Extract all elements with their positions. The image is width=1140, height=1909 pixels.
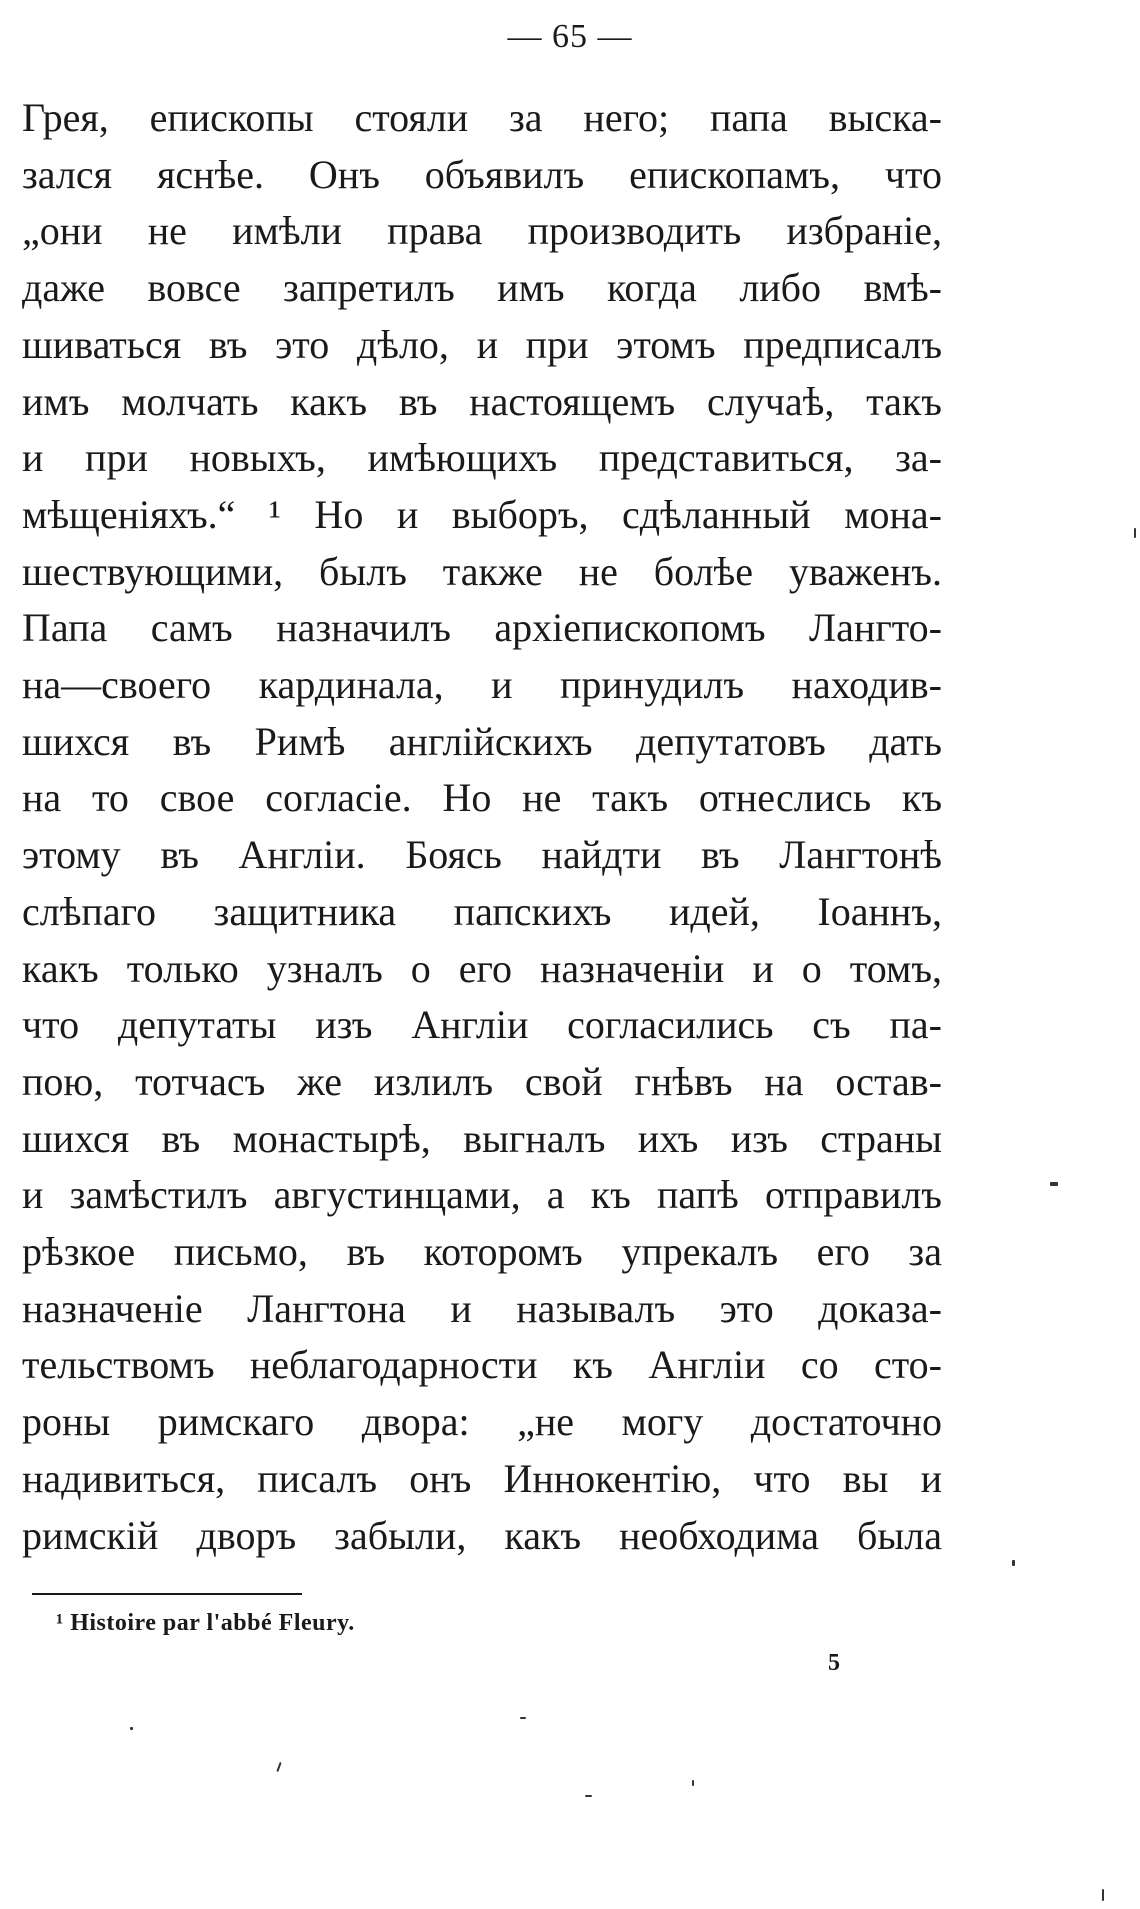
text-line: Папа самъ назначилъ архіепископомъ Лангто-: [22, 605, 942, 651]
text-line: мѣщеніяхъ.“ ¹ Но и выборъ, сдѣланный мона-: [22, 491, 942, 537]
text-line: какъ только узналъ о его назначеніи и о томъ,: [22, 945, 942, 991]
scan-speck: [1012, 1560, 1015, 1566]
text-line: шихся въ монастырѣ, выгналъ ихъ изъ страны: [22, 1115, 942, 1161]
text-line: даже вовсе запретилъ имъ когда либо вмѣ-: [22, 265, 942, 311]
footnote: ¹ Histoire par l'abbé Fleury.: [56, 1610, 355, 1636]
signature-mark: 5: [828, 1650, 840, 1676]
scan-speck: [520, 1717, 526, 1719]
text-line: на то свое согласіе. Но не такъ отнеслись къ: [22, 775, 942, 821]
text-line: „они не имѣли права производить избраніе,: [22, 208, 942, 254]
text-line: тельствомъ неблагодарности къ Англіи со сто-: [22, 1342, 942, 1388]
scan-speck: [130, 1727, 133, 1730]
text-line: шествующими, былъ также не болѣе уваженъ.: [22, 548, 942, 594]
text-line: и замѣстилъ августинцами, а къ папѣ отправилъ: [22, 1172, 942, 1218]
scan-speck: [276, 1762, 281, 1772]
scan-speck: [1102, 1889, 1104, 1901]
text-line: слѣпаго защитника папскихъ идей, Іоаннъ,: [22, 888, 942, 934]
text-line: и при новыхъ, имѣющихъ представиться, за-: [22, 435, 942, 481]
text-line: роны римскаго двора: „не могу достаточно: [22, 1399, 942, 1445]
scan-speck: [1134, 528, 1136, 538]
text-line: имъ молчать какъ въ настоящемъ случаѣ, такъ: [22, 378, 942, 424]
text-line: назначеніе Лангтона и называлъ это доказа-: [22, 1285, 942, 1331]
text-line: зался яснѣе. Онъ объявилъ епископамъ, что: [22, 151, 942, 197]
body-text: [22, 90, 942, 1564]
scan-speck: [1050, 1182, 1058, 1186]
scan-speck: [585, 1795, 592, 1797]
text-line: на—своего кардинала, и принудилъ находив-: [22, 662, 942, 708]
scan-speck: [692, 1780, 694, 1786]
footnote-rule: [32, 1593, 302, 1595]
text-line: что депутаты изъ Англіи согласились съ па-: [22, 1002, 942, 1048]
text-line: надивиться, писалъ онъ Иннокентію, что вы и: [22, 1455, 942, 1501]
text-line: этому въ Англіи. Боясь найдти въ Лангтонѣ: [22, 832, 942, 878]
text-line: рѣзкое письмо, въ которомъ упрекалъ его за: [22, 1229, 942, 1275]
page-number: — 65 —: [507, 18, 633, 55]
text-line: римскій дворъ забыли, какъ необходима была: [22, 1512, 942, 1558]
text-line: шихся въ Римѣ англійскихъ депутатовъ дать: [22, 718, 942, 764]
text-line: Грея, епископы стояли за него; папа выска-: [22, 95, 942, 140]
text-line: пою, тотчасъ же излилъ свой гнѣвъ на остав-: [22, 1058, 942, 1104]
text-line: шиваться въ это дѣло, и при этомъ предписалъ: [22, 321, 942, 367]
